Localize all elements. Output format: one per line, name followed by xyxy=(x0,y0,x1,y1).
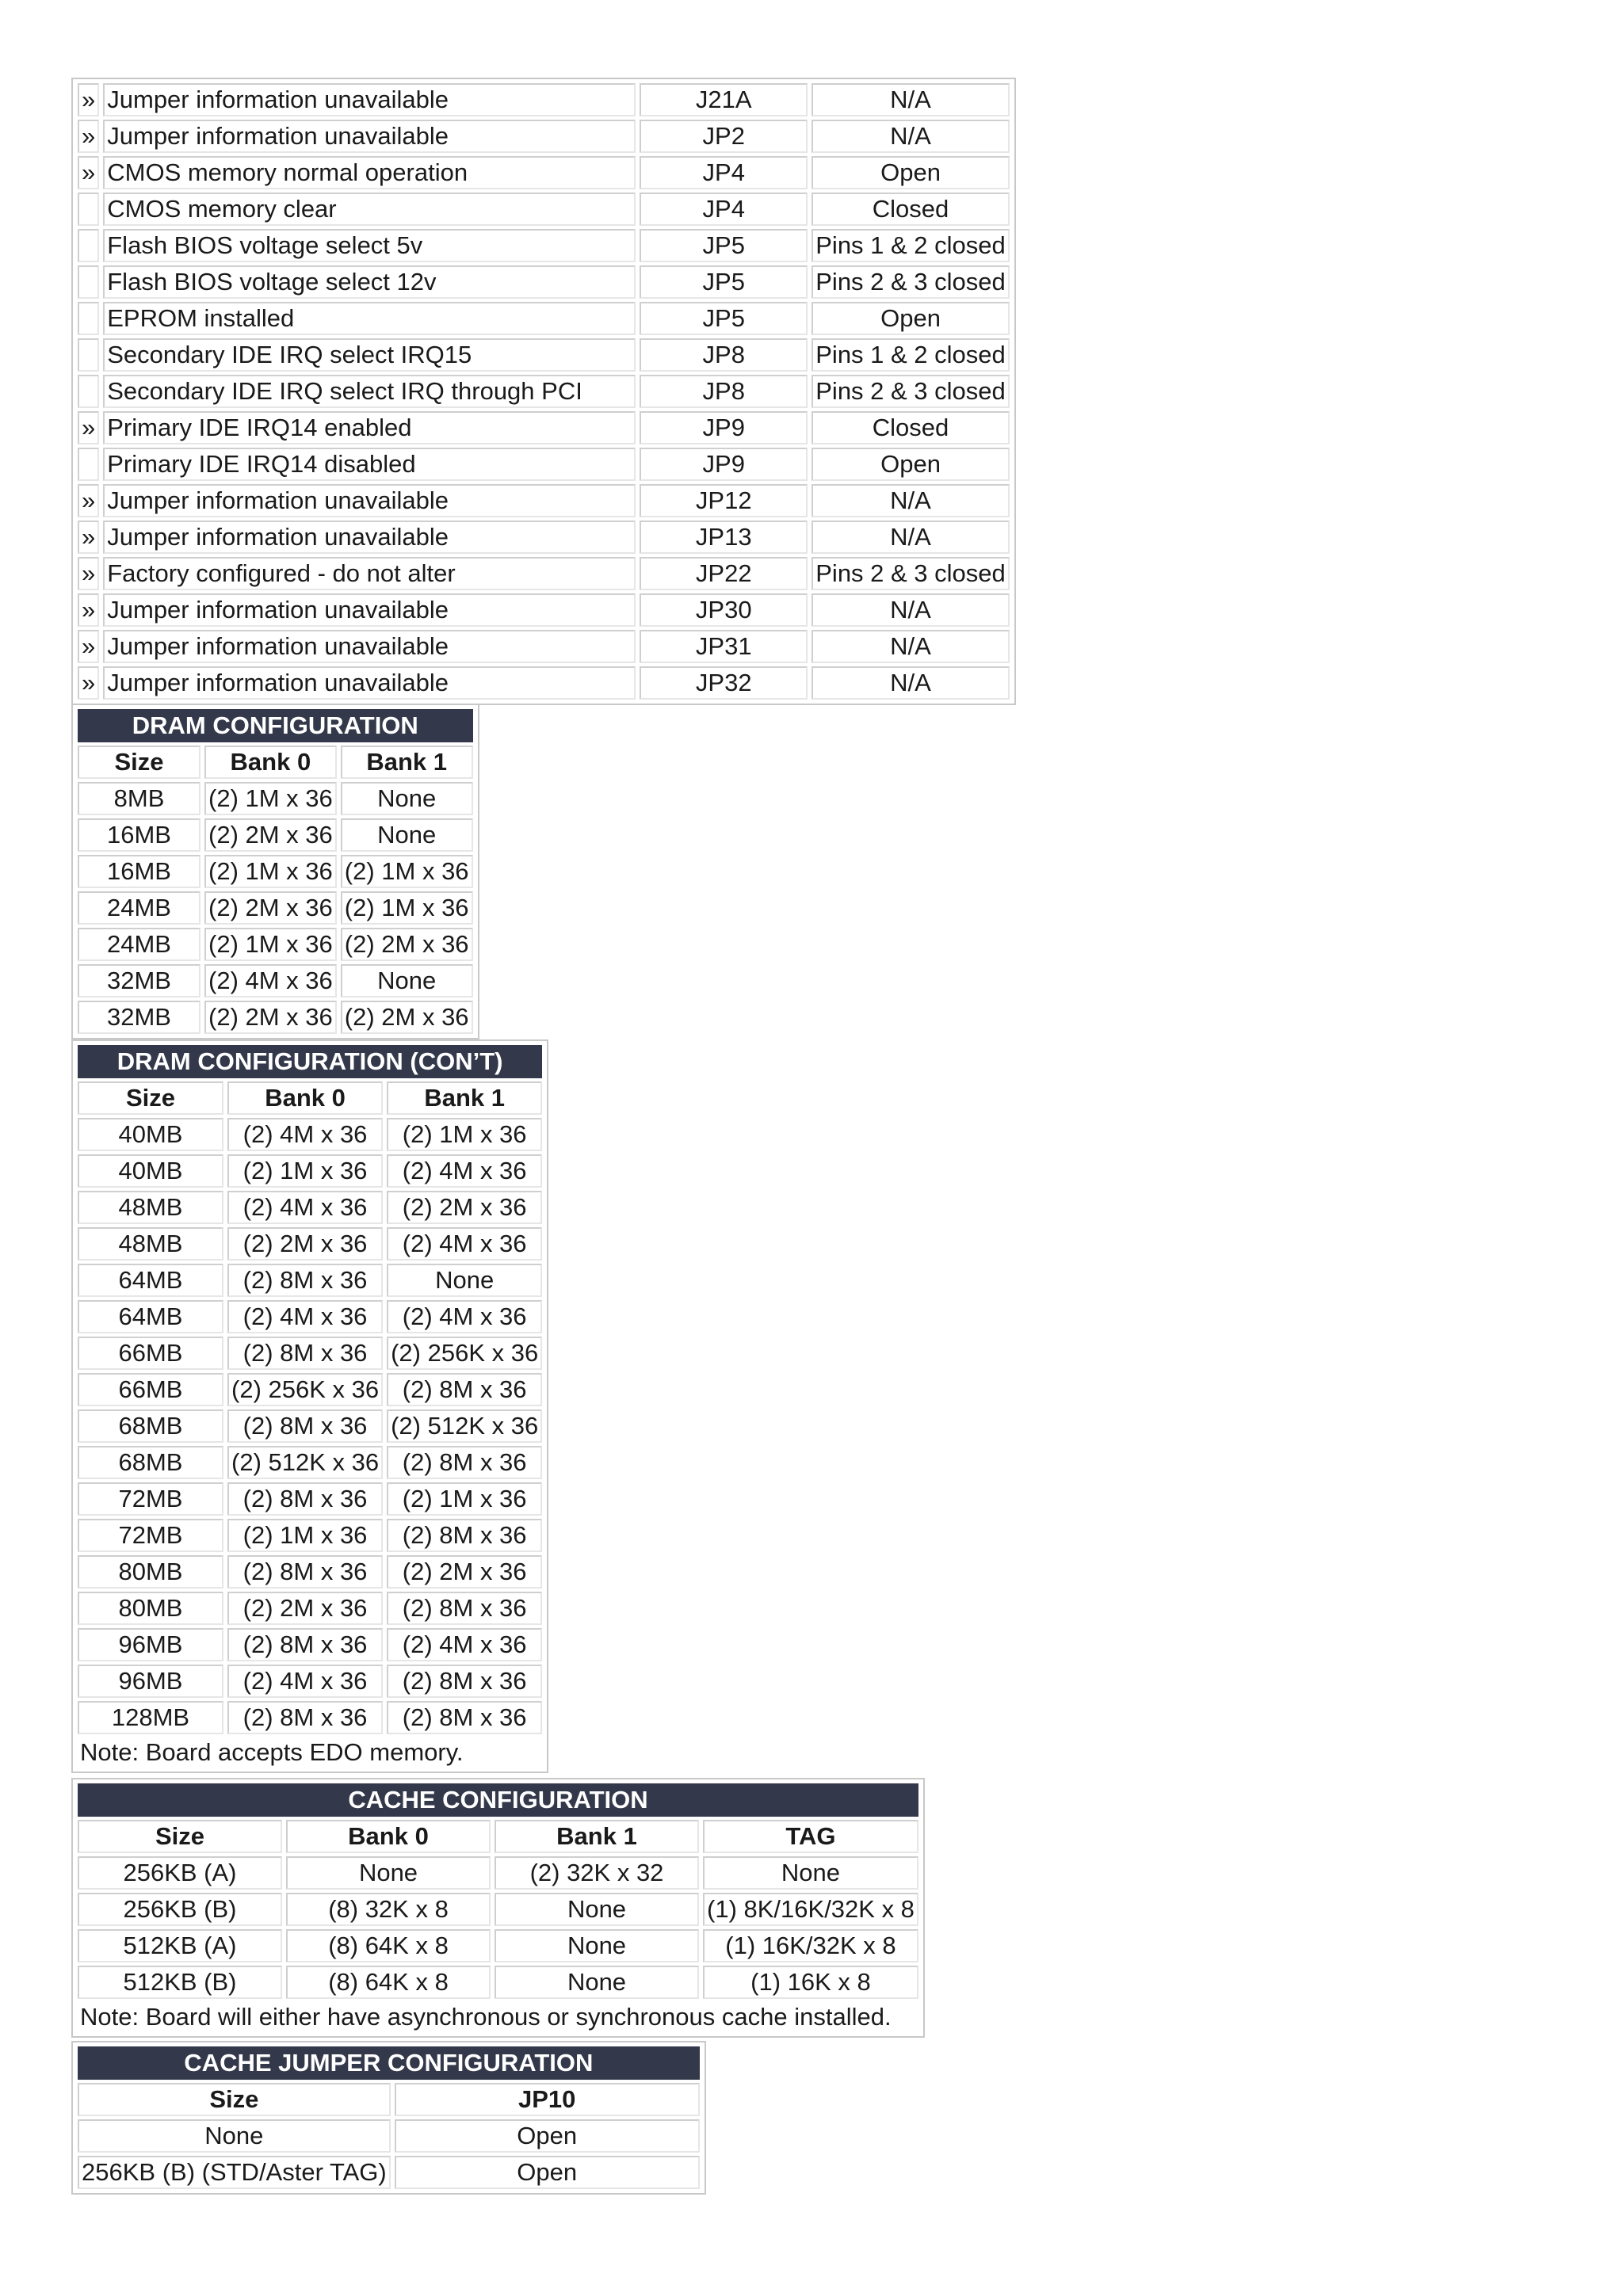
bank0-cell: (2) 1M x 36 xyxy=(204,782,337,815)
jumper-description: Jumper information unavailable xyxy=(103,484,636,517)
jumper-description: Primary IDE IRQ14 disabled xyxy=(103,448,636,481)
table-note: Note: Board will either have asynchronous or synchronous cache installed. xyxy=(80,2003,892,2031)
jumper-setting: Open xyxy=(812,156,1010,189)
bank0-cell: (2) 2M x 36 xyxy=(227,1592,383,1625)
table-row xyxy=(78,1893,918,1926)
bank1-cell: (2) 8M x 36 xyxy=(387,1701,542,1734)
jumper-id: JP9 xyxy=(640,411,808,444)
jumper-description: CMOS memory normal operation xyxy=(103,156,636,189)
size-cell: 66MB xyxy=(78,1373,223,1406)
bank1-cell: None xyxy=(341,782,473,815)
jumper-setting: N/A xyxy=(812,521,1010,554)
table-row xyxy=(78,818,473,852)
bank0-cell: (2) 2M x 36 xyxy=(204,891,337,925)
jumper-id: JP2 xyxy=(640,120,808,153)
bank0-cell: (2) 1M x 36 xyxy=(204,928,337,961)
table-row xyxy=(78,1929,918,1962)
bank1-cell: (2) 256K x 36 xyxy=(387,1337,542,1370)
marker-icon xyxy=(78,338,99,372)
size-cell: 512KB (A) xyxy=(78,1929,282,1962)
jumper-description: Secondary IDE IRQ select IRQ through PCI xyxy=(103,375,636,408)
bank0-cell: (2) 8M x 36 xyxy=(227,1555,383,1589)
size-cell: 48MB xyxy=(78,1227,223,1261)
jumper-id: JP5 xyxy=(640,302,808,335)
size-cell: None xyxy=(78,2119,391,2153)
size-cell: 96MB xyxy=(78,1665,223,1698)
size-cell: 72MB xyxy=(78,1482,223,1516)
table-row xyxy=(78,891,473,925)
jumper-description: CMOS memory clear xyxy=(103,193,636,226)
table-row xyxy=(78,2119,700,2153)
size-cell: 16MB xyxy=(78,855,200,888)
jumper-description: Jumper information unavailable xyxy=(103,666,636,700)
jumper-description: Secondary IDE IRQ select IRQ15 xyxy=(103,338,636,372)
bank1-cell: None xyxy=(495,1893,699,1926)
size-cell: 256KB (A) xyxy=(78,1856,282,1890)
jumper-setting: Open xyxy=(812,448,1010,481)
bank0-cell: (2) 2M x 36 xyxy=(204,818,337,852)
marker-icon xyxy=(78,302,99,335)
jumper-setting: N/A xyxy=(812,484,1010,517)
bank0-cell: (2) 4M x 36 xyxy=(204,964,337,997)
marker-icon xyxy=(78,265,99,299)
size-cell: 64MB xyxy=(78,1264,223,1297)
tag-cell: (1) 16K/32K x 8 xyxy=(703,1929,918,1962)
jumper-description: Jumper information unavailable xyxy=(103,521,636,554)
column-header: Size xyxy=(78,1081,223,1115)
jumper-id: JP12 xyxy=(640,484,808,517)
jumper-description: Jumper information unavailable xyxy=(103,83,636,116)
marker-icon: » xyxy=(78,521,99,554)
marker-icon xyxy=(78,448,99,481)
table-row xyxy=(78,1592,542,1625)
size-cell: 80MB xyxy=(78,1555,223,1589)
table-row xyxy=(78,1337,542,1370)
bank0-cell: (8) 32K x 8 xyxy=(286,1893,491,1926)
jumper-settings-table xyxy=(71,78,1016,705)
jumper-id: JP31 xyxy=(640,630,808,663)
size-cell: 24MB xyxy=(78,891,200,925)
bank1-cell: (2) 1M x 36 xyxy=(341,855,473,888)
table-row xyxy=(78,666,1010,700)
bank0-cell: (2) 8M x 36 xyxy=(227,1482,383,1516)
table-row xyxy=(78,338,1010,372)
jumper-setting: Pins 2 & 3 closed xyxy=(812,557,1010,590)
bank1-cell: (2) 4M x 36 xyxy=(387,1300,542,1333)
bank1-cell: (2) 1M x 36 xyxy=(387,1482,542,1516)
jumper-id: JP9 xyxy=(640,448,808,481)
column-header: JP10 xyxy=(395,2083,700,2116)
jumper-setting: Pins 1 & 2 closed xyxy=(812,338,1010,372)
table-row xyxy=(78,1300,542,1333)
column-header: TAG xyxy=(703,1820,918,1853)
table-row xyxy=(78,1264,542,1297)
marker-icon: » xyxy=(78,83,99,116)
tag-cell: (1) 16K x 8 xyxy=(703,1966,918,1999)
table-row xyxy=(78,1191,542,1224)
table-row xyxy=(78,411,1010,444)
table-row xyxy=(78,964,473,997)
jumper-id: JP5 xyxy=(640,265,808,299)
jumper-description: EPROM installed xyxy=(103,302,636,335)
jumper-setting: Closed xyxy=(812,193,1010,226)
size-cell: 96MB xyxy=(78,1628,223,1661)
size-cell: 40MB xyxy=(78,1154,223,1188)
cache-jumper-configuration-table xyxy=(71,2041,706,2195)
bank0-cell: (8) 64K x 8 xyxy=(286,1966,491,1999)
size-cell: 68MB xyxy=(78,1409,223,1443)
table-row xyxy=(78,2156,700,2189)
jumper-setting: N/A xyxy=(812,593,1010,627)
bank1-cell: (2) 32K x 32 xyxy=(495,1856,699,1890)
jumper-id: JP8 xyxy=(640,338,808,372)
column-header: Size xyxy=(78,2083,391,2116)
marker-icon: » xyxy=(78,666,99,700)
size-cell: 66MB xyxy=(78,1337,223,1370)
bank1-cell: (2) 4M x 36 xyxy=(387,1628,542,1661)
size-cell: 68MB xyxy=(78,1446,223,1479)
table-row xyxy=(78,302,1010,335)
jumper-setting: Closed xyxy=(812,411,1010,444)
table-row xyxy=(78,1665,542,1698)
marker-icon: » xyxy=(78,484,99,517)
table-row xyxy=(78,1519,542,1552)
column-header: Bank 1 xyxy=(495,1820,699,1853)
jumper-description: Jumper information unavailable xyxy=(103,593,636,627)
jp10-cell: Open xyxy=(395,2119,700,2153)
bank0-cell: (2) 8M x 36 xyxy=(227,1701,383,1734)
jumper-setting: N/A xyxy=(812,120,1010,153)
table-row xyxy=(78,1555,542,1589)
table-row xyxy=(78,630,1010,663)
table-row xyxy=(78,1227,542,1261)
jumper-id: JP4 xyxy=(640,193,808,226)
bank1-cell: (2) 8M x 36 xyxy=(387,1373,542,1406)
table-row xyxy=(78,855,473,888)
table-title: DRAM CONFIGURATION xyxy=(78,709,473,742)
bank1-cell: None xyxy=(387,1264,542,1297)
table-row xyxy=(78,593,1010,627)
table-row xyxy=(78,83,1010,116)
table-row xyxy=(78,1373,542,1406)
column-header: Size xyxy=(78,746,200,779)
jumper-setting: N/A xyxy=(812,83,1010,116)
bank1-cell: None xyxy=(495,1966,699,1999)
jumper-id: JP32 xyxy=(640,666,808,700)
table-row xyxy=(78,1001,473,1034)
bank1-cell: (2) 8M x 36 xyxy=(387,1592,542,1625)
table-row xyxy=(78,1966,918,1999)
marker-icon: » xyxy=(78,593,99,627)
bank1-cell: (2) 1M x 36 xyxy=(387,1118,542,1151)
bank1-cell: (2) 2M x 36 xyxy=(387,1191,542,1224)
bank1-cell: (2) 4M x 36 xyxy=(387,1154,542,1188)
table-row xyxy=(78,782,473,815)
marker-icon xyxy=(78,229,99,262)
jumper-setting: Pins 2 & 3 closed xyxy=(812,375,1010,408)
table-row xyxy=(78,1118,542,1151)
bank1-cell: (2) 8M x 36 xyxy=(387,1519,542,1552)
bank0-cell: (2) 4M x 36 xyxy=(227,1191,383,1224)
cache-configuration-table xyxy=(71,1778,925,2038)
jumper-id: JP8 xyxy=(640,375,808,408)
size-cell: 80MB xyxy=(78,1592,223,1625)
marker-icon: » xyxy=(78,120,99,153)
bank1-cell: None xyxy=(341,818,473,852)
table-row xyxy=(78,928,473,961)
bank0-cell: (2) 2M x 36 xyxy=(204,1001,337,1034)
marker-icon: » xyxy=(78,630,99,663)
table-title: CACHE CONFIGURATION xyxy=(78,1783,918,1817)
jumper-description: Flash BIOS voltage select 5v xyxy=(103,229,636,262)
column-header: Bank 1 xyxy=(387,1081,542,1115)
bank0-cell: (2) 8M x 36 xyxy=(227,1337,383,1370)
jumper-description: Jumper information unavailable xyxy=(103,630,636,663)
jumper-setting: Open xyxy=(812,302,1010,335)
table-row xyxy=(78,375,1010,408)
marker-icon xyxy=(78,375,99,408)
size-cell: 256KB (B) xyxy=(78,1893,282,1926)
jumper-setting: N/A xyxy=(812,666,1010,700)
table-row xyxy=(78,265,1010,299)
table-title: CACHE JUMPER CONFIGURATION xyxy=(78,2046,700,2080)
table-row xyxy=(78,1446,542,1479)
marker-icon xyxy=(78,193,99,226)
jumper-id: J21A xyxy=(640,83,808,116)
marker-icon: » xyxy=(78,411,99,444)
bank0-cell: (2) 8M x 36 xyxy=(227,1264,383,1297)
bank1-cell: (2) 8M x 36 xyxy=(387,1446,542,1479)
jumper-description: Factory configured - do not alter xyxy=(103,557,636,590)
bank0-cell: (2) 4M x 36 xyxy=(227,1118,383,1151)
table-row xyxy=(78,484,1010,517)
table-row xyxy=(78,521,1010,554)
size-cell: 40MB xyxy=(78,1118,223,1151)
jumper-id: JP5 xyxy=(640,229,808,262)
bank0-cell: (2) 1M x 36 xyxy=(204,855,337,888)
size-cell: 64MB xyxy=(78,1300,223,1333)
bank0-cell: (2) 256K x 36 xyxy=(227,1373,383,1406)
bank0-cell: None xyxy=(286,1856,491,1890)
column-header: Bank 0 xyxy=(286,1820,491,1853)
bank0-cell: (2) 2M x 36 xyxy=(227,1227,383,1261)
size-cell: 24MB xyxy=(78,928,200,961)
marker-icon: » xyxy=(78,156,99,189)
table-row xyxy=(78,1154,542,1188)
bank0-cell: (2) 4M x 36 xyxy=(227,1665,383,1698)
bank1-cell: (2) 2M x 36 xyxy=(341,1001,473,1034)
table-row xyxy=(78,120,1010,153)
jumper-id: JP13 xyxy=(640,521,808,554)
bank0-cell: (2) 1M x 36 xyxy=(227,1154,383,1188)
table-row xyxy=(78,448,1010,481)
column-header: Bank 1 xyxy=(341,746,473,779)
bank0-cell: (2) 8M x 36 xyxy=(227,1628,383,1661)
size-cell: 72MB xyxy=(78,1519,223,1552)
bank0-cell: (2) 1M x 36 xyxy=(227,1519,383,1552)
bank1-cell: (2) 8M x 36 xyxy=(387,1665,542,1698)
tag-cell: None xyxy=(703,1856,918,1890)
bank1-cell: (2) 2M x 36 xyxy=(341,928,473,961)
bank0-cell: (8) 64K x 8 xyxy=(286,1929,491,1962)
table-row xyxy=(78,229,1010,262)
jumper-setting: Pins 1 & 2 closed xyxy=(812,229,1010,262)
table-row xyxy=(78,1701,542,1734)
column-header: Size xyxy=(78,1820,282,1853)
jumper-description: Flash BIOS voltage select 12v xyxy=(103,265,636,299)
table-note: Note: Board accepts EDO memory. xyxy=(80,1738,464,1766)
table-row xyxy=(78,193,1010,226)
bank1-cell: (2) 2M x 36 xyxy=(387,1555,542,1589)
jumper-id: JP22 xyxy=(640,557,808,590)
size-cell: 32MB xyxy=(78,1001,200,1034)
bank0-cell: (2) 512K x 36 xyxy=(227,1446,383,1479)
column-header: Bank 0 xyxy=(204,746,337,779)
bank0-cell: (2) 4M x 36 xyxy=(227,1300,383,1333)
jp10-cell: Open xyxy=(395,2156,700,2189)
table-row xyxy=(78,1409,542,1443)
table-row xyxy=(78,1482,542,1516)
bank1-cell: None xyxy=(495,1929,699,1962)
size-cell: 16MB xyxy=(78,818,200,852)
jumper-id: JP30 xyxy=(640,593,808,627)
bank1-cell: None xyxy=(341,964,473,997)
size-cell: 256KB (B) (STD/Aster TAG) xyxy=(78,2156,391,2189)
size-cell: 32MB xyxy=(78,964,200,997)
jumper-description: Jumper information unavailable xyxy=(103,120,636,153)
dram-configuration-table xyxy=(71,704,479,1039)
table-title: DRAM CONFIGURATION (CON’T) xyxy=(78,1045,542,1078)
jumper-description: Primary IDE IRQ14 enabled xyxy=(103,411,636,444)
bank1-cell: (2) 512K x 36 xyxy=(387,1409,542,1443)
size-cell: 128MB xyxy=(78,1701,223,1734)
size-cell: 512KB (B) xyxy=(78,1966,282,1999)
bank1-cell: (2) 4M x 36 xyxy=(387,1227,542,1261)
marker-icon: » xyxy=(78,557,99,590)
bank0-cell: (2) 8M x 36 xyxy=(227,1409,383,1443)
table-row xyxy=(78,1856,918,1890)
jumper-setting: Pins 2 & 3 closed xyxy=(812,265,1010,299)
size-cell: 8MB xyxy=(78,782,200,815)
table-row xyxy=(78,156,1010,189)
tag-cell: (1) 8K/16K/32K x 8 xyxy=(703,1893,918,1926)
dram-configuration-continued-table xyxy=(71,1039,548,1773)
size-cell: 48MB xyxy=(78,1191,223,1224)
column-header: Bank 0 xyxy=(227,1081,383,1115)
jumper-id: JP4 xyxy=(640,156,808,189)
table-row xyxy=(78,1628,542,1661)
jumper-setting: N/A xyxy=(812,630,1010,663)
table-row xyxy=(78,557,1010,590)
bank1-cell: (2) 1M x 36 xyxy=(341,891,473,925)
